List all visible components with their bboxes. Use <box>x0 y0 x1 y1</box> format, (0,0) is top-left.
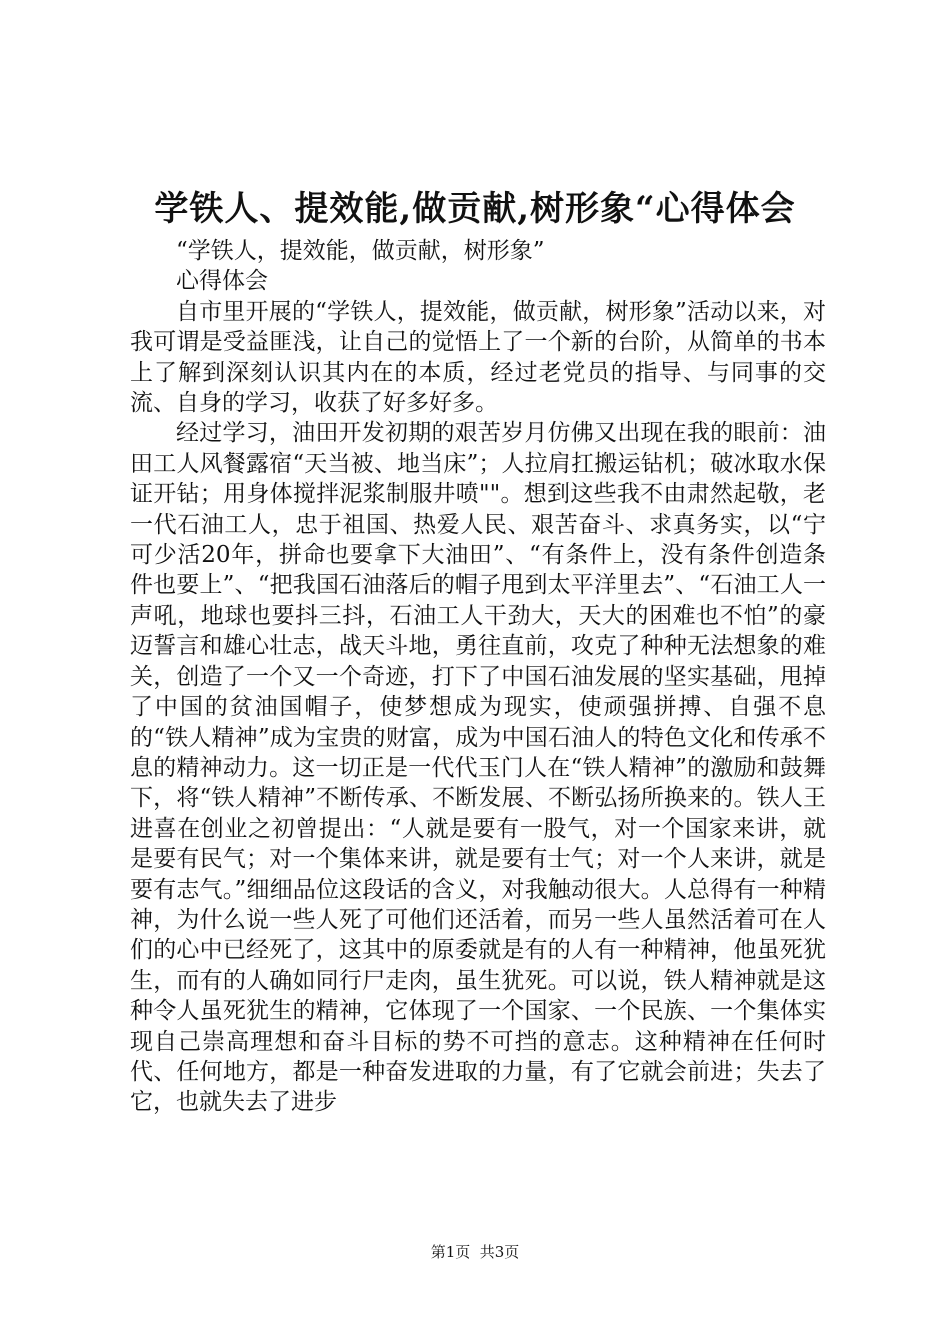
page-footer: 第1页 共3页 <box>430 1243 520 1261</box>
document-body <box>130 236 826 1118</box>
subtitle-suffix: 心得体会 <box>176 268 268 295</box>
body-paragraph: 自市里开展的“学铁人，提效能，做贡献，树形象”活动以来，对我可谓是受益匪浅，让自己的觉悟上了一个新的台阶，从简单的书本上了解到深刻认识其内在的本质，经过老党员的指导、与同事的交流、自身的学习，收获了好多好多。 <box>130 298 826 417</box>
document-title: 学铁人、提效能,做贡献,树形象“心得体会 <box>154 189 796 229</box>
subtitle-line: “学铁人，提效能，做贡献，树形象” <box>176 238 545 264</box>
body-paragraph: 经过学习，油田开发初期的艰苦岁月仿佛又出现在我的眼前：油田工人风餐露宿“天当被、地当床”；人拉肩扛搬运钻机；破冰取水保证开钻；用身体搅拌泥浆制服井喷""。想到这些我不由肃然起敬，老一代石油工人，忠于祖国、热爱人民、艰苦奋斗、求真务实，以“宁可少活20年，拼命也要拿下大油田”、“有条件上，没有条件创造条件也要上”、“把我国石油落后的帽子甩到太平洋里去”、“石油工人一声吼，地球也要抖三抖，石油工人干劲大，天大的困难也不怕”的豪迈誓言和雄心壮志，战天斗地，勇往直前，攻克了种种无法想象的难关，创造了一个又一个奇迹，打下了中国石油发展的坚实基础，甩掉了中国的贫油国帽子，使梦想成为现实，使顽强拼搏、自强不息的“铁人精神”成为宝贵的财富，成为中国石油人的特色文化和传承不息的精神动力。这一切正是一代代玉门人在“铁人精神”的激励和鼓舞下，将“铁人精神”不断传承、不断发展、不断弘扬所换来的。铁人王进喜在创业之初曾提出：“人就是要有一股气，对一个国家来讲，就是要有民气；对一个集体来讲，就是要有士气；对一个人来讲，就是要有志气。”细细品位这段话的含义，对我触动很大。人总得有一种精神，为什么说一些人死了可他们还活着，而另一些人虽然活着可在人们的心中已经死了，这其中的原委就是有的人有一种精神，他虽死犹生，而有的人确如同行尸走肉，虽生犹死。可以说，铁人精神就是这种令人虽死犹生的精神，它体现了一个国家、一个民族、一个集体实现自己崇高理想和奋斗目标的势不可挡的意志。这种精神在任何时代、任何地方，都是一种奋发进取的力量，有了它就会前进；失去了它，也就失去了进步 <box>130 420 826 1116</box>
